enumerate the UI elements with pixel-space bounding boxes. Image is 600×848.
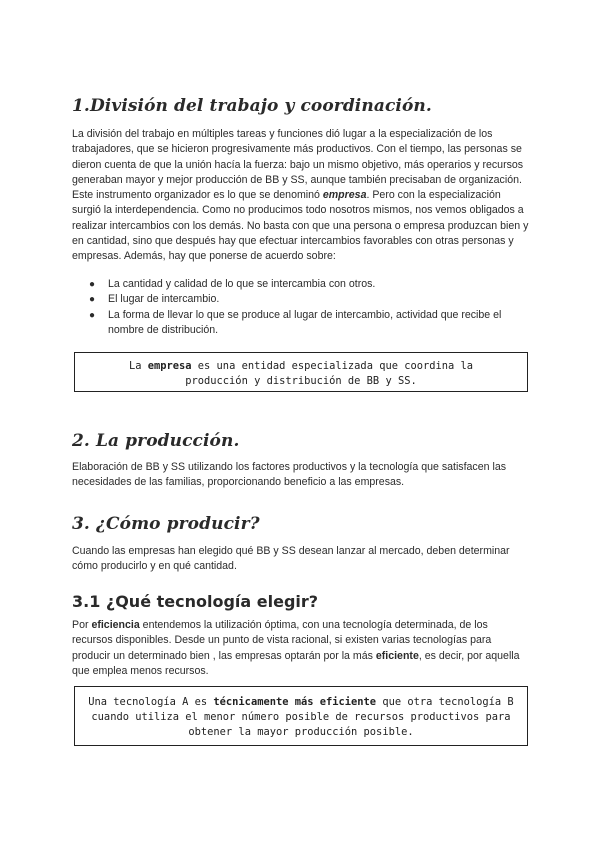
list-item [72, 308, 530, 339]
section-3-heading: 3. ¿Cómo producir? [72, 514, 260, 534]
section-1-heading: 1.División del trabajo y coordinación. [72, 96, 432, 116]
list-item-text: La cantidad y calidad de lo que se intercambia con otros. [108, 278, 376, 290]
section-3-paragraph: Cuando las empresas han elegido qué BB y SS desean lanzar al mercado, deben determinar cómo producirlo y en qué cantidad. [72, 545, 510, 573]
box-text: que otra tecnología B cuando utiliza el menor número posible de recursos productivos para obtener la mayor producción posible. [91, 696, 514, 738]
box-text: Una tecnología A es [88, 696, 214, 708]
paragraph-text: Por [72, 619, 92, 631]
agreement-list [72, 277, 530, 338]
section-1-paragraph [72, 127, 530, 265]
definition-box-empresa [74, 352, 528, 392]
term-empresa: empresa [322, 189, 367, 202]
box-term: técnicamente más eficiente [213, 696, 377, 708]
bullet-icon: ● [89, 294, 96, 306]
definition-box-eficiencia [74, 686, 528, 746]
box-text: La [128, 360, 148, 372]
list-item-text: El lugar de intercambio. [108, 293, 220, 306]
section-2-paragraph: Elaboración de BB y SS utilizando los factores productivos y la tecnología que satisfacen las necesidades de las familias, proporcionando beneficio a las empresas. [72, 461, 507, 489]
list-item [72, 292, 530, 307]
list-item [72, 277, 530, 292]
paragraph-text: . Pero con la especialización surgió la interdependencia. Como no producimos todo nosotros mismos, nos vemos obligados a realizar intercambios con los demás. No basta con que una persona o empresa produzcan bien y en cantidad, sino que después hay que efectuar intercambios favorables con otras personas y empresas. Además, hay que ponerse de acuerdo sobre: [72, 189, 529, 263]
paragraph-text: entendemos la utilización óptima, con una tecnología determinada, de los recursos disponibles. Desde un punto de vista racional, si existen varias tecnologías para producir un determinado bien , las empresas optarán por la más [72, 619, 492, 662]
term-eficiente: eficiente [375, 649, 419, 662]
box-text: es una entidad especializada que coordina la producción y distribución de BB y SS. [185, 360, 474, 387]
box-term: empresa [147, 360, 192, 372]
bullet-icon: ● [89, 309, 96, 321]
bullet-icon: ● [89, 279, 96, 290]
term-eficiencia: eficiencia [91, 619, 140, 631]
section-2-heading: 2. La producción. [72, 431, 240, 451]
section-3-1-heading: 3.1 ¿Qué tecnología elegir? [72, 592, 319, 611]
section-3-1-paragraph [72, 618, 530, 679]
list-item-text: La forma de llevar lo que se produce al lugar de intercambio, actividad que recibe el nombre de distribución. [108, 308, 502, 336]
paragraph-text: , es decir, por aquella que emplea menos recursos. [72, 649, 520, 677]
paragraph-text: La división del trabajo en múltiples tareas y funciones dió lugar a la especialización de los trabajadores, que se hicieron progresivamente más productivos. Con el tiempo, las personas se dieron cuenta de que la unión hacía la fuerza: bajo un mismo objetivo, más operarios y recursos generaban mayor y mejor producción de BB y SS, aunque también precisaban de organización. Este instrumento organizador es lo que se denominó [72, 128, 524, 202]
